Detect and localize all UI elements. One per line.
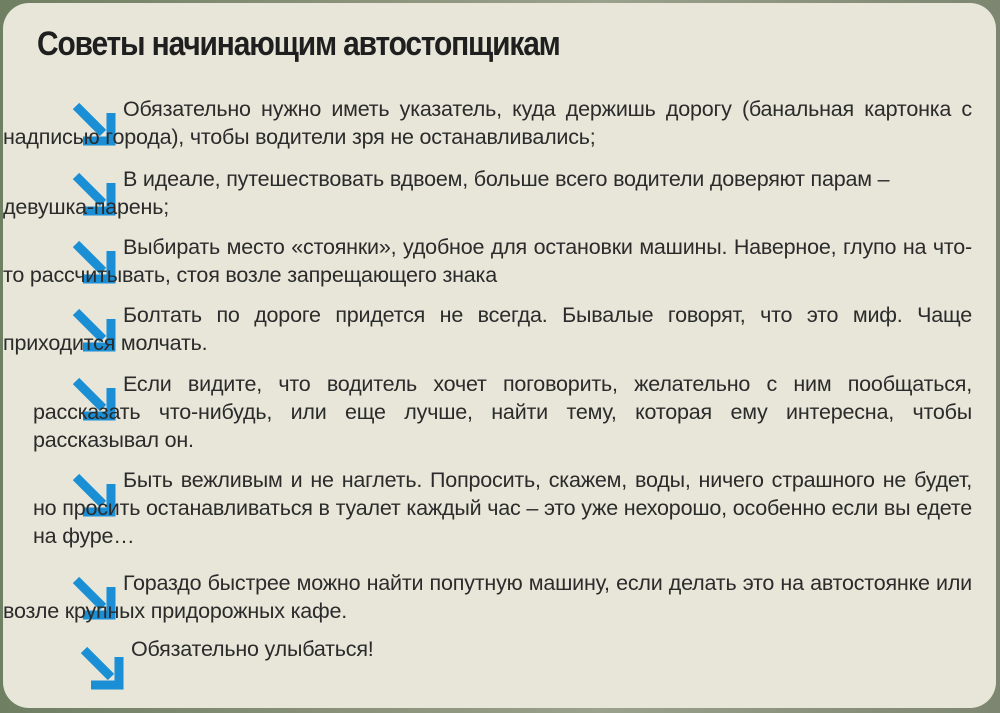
tip-text: В идеале, путешествовать вдвоем, больше всего водители доверяют парам – девушка-парень; xyxy=(3,167,890,219)
page-title: Советы начинающим автостопщикам xyxy=(37,25,560,63)
tip-text: Выбирать место «стоянки», удобное для остановки машины. Наверное, глупо на что-то рассчитывать, стоя возле запрещающего знака xyxy=(3,235,972,287)
tips-list xyxy=(3,3,996,708)
tip-text: Болтать по дороге придется не всегда. Бывалые говорят, что это миф. Чаще приходится молчать. xyxy=(3,303,972,355)
tip-text: Быть вежливым и не наглеть. Попросить, скажем, воды, ничего страшного не будет, но просить останавливаться в туалет каждый час – это уже нехорошо, особенно если вы едете на фуре… xyxy=(33,468,972,548)
tip-text: Гораздо быстрее можно найти попутную машину, если делать это на автостоянке или возле крупных придорожных кафе. xyxy=(3,571,972,623)
tips-card xyxy=(3,3,996,708)
tip-text: Обязательно улыбаться! xyxy=(131,637,374,661)
tip-text: Обязательно нужно иметь указатель, куда держишь дорогу (банальная картонка с надписью города), чтобы водители зря не останавливались; xyxy=(3,97,972,149)
tip-text: Если видите, что водитель хочет поговорить, желательно с ним пообщаться, рассказать что-нибудь, или еще лучше, найти тему, которая ему интересна, чтобы рассказывал он. xyxy=(33,372,972,452)
